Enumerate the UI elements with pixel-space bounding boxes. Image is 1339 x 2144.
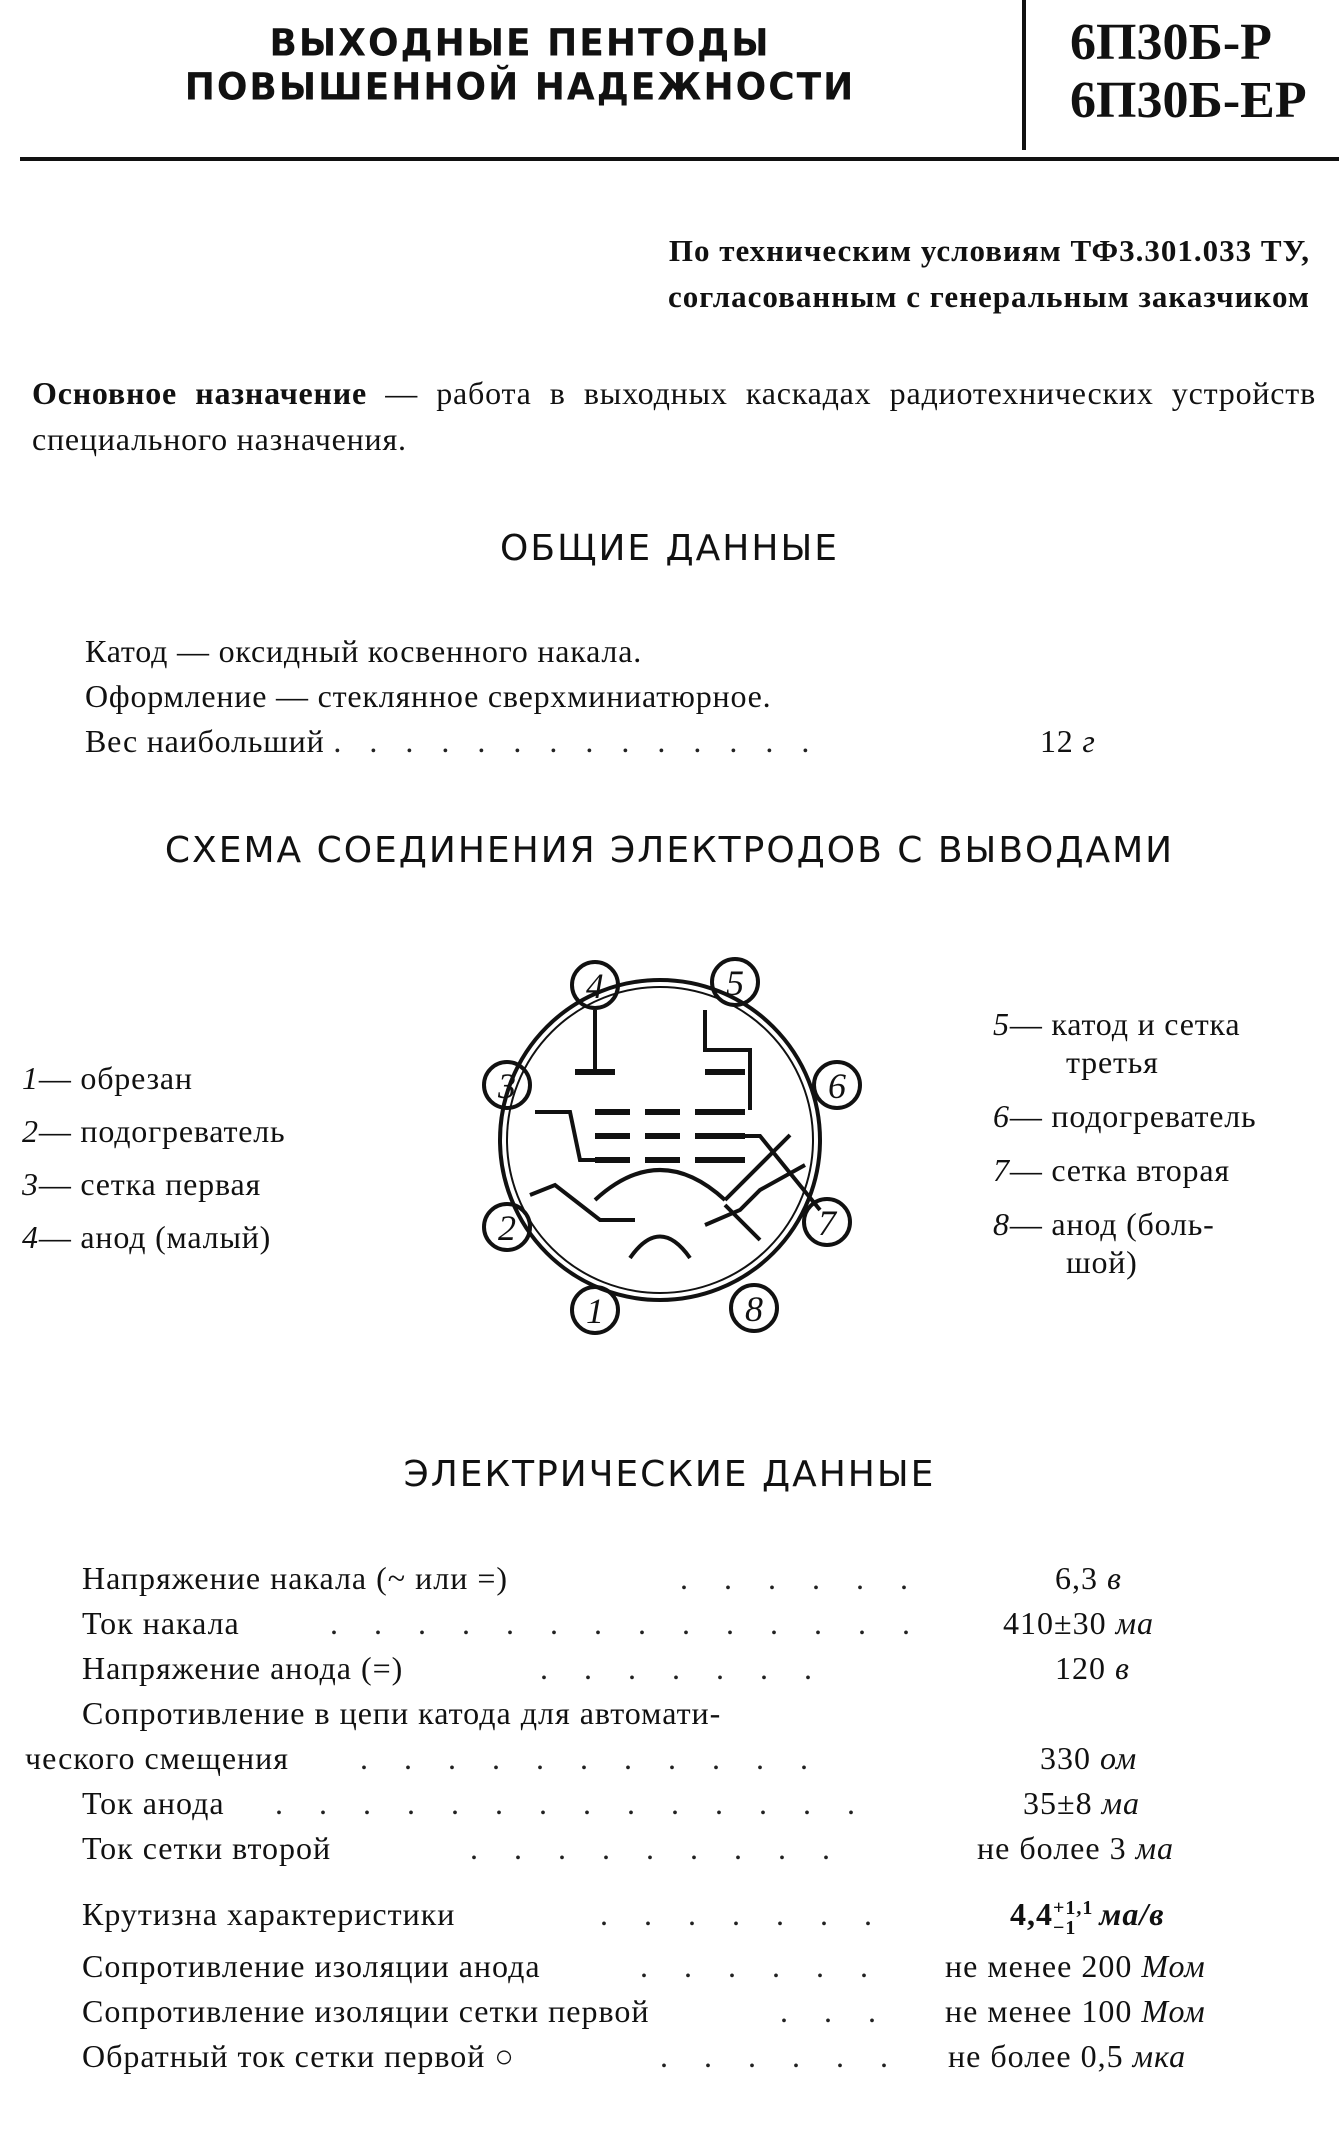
pin-diagram [460,940,880,1350]
weight-row [85,718,819,764]
tube-code-2: 6П30Б-ЕР [1070,72,1307,129]
cathode-lead [705,1010,750,1110]
weight-unit: г [1082,723,1096,759]
weight-value [1040,718,1096,764]
scheme-heading: СХЕМА СОЕДИНЕНИЯ ЭЛЕКТРОДОВ С ВЫВОДАМИ [164,830,1175,871]
tube-codes [1070,14,1339,130]
elec-row-4: Сопротивление в цепи катода для автомати- [82,1695,722,1731]
reverse-current-mark: ○ [494,2038,515,2074]
pin-number-1: 1 [586,1291,604,1331]
weight-label: Вес наибольший [85,723,325,759]
elec-row-5: ческого смещения . . . . . . . . . . . 330 ом [25,1740,1138,1776]
spec-line-1: По техническим условиям ТФ3.301.033 ТУ, [668,233,1310,268]
design-line: Оформление — стеклянное сверхминиатюрное. [85,678,772,714]
tube-envelope-inner [507,987,813,1293]
elec-row-10: Сопротивление изоляции сетки первой . . . не менее 100 Мом [82,1993,1206,2029]
weight-leader: . . . . . . . . . . . . . . [333,723,820,759]
left-pin-list [22,1052,442,1264]
spec-line-2: согласованным с генеральным заказчиком [668,279,1310,314]
key-notch [630,1237,690,1259]
header-divider-vertical [1022,0,1026,150]
pin-label-8: 8— анод (боль- шой) [993,1206,1215,1280]
heater-lead-left [530,1185,635,1220]
pin-number-7: 7 [818,1203,836,1243]
elec-row-8: Крутизна характеристики . . . . . . . 4,4 +1,1 −1 ма/в [82,1896,1165,1939]
elec-row-11: Обратный ток сетки первой ○ . . . . . . не более 0,5 мка [82,2038,1187,2074]
pin-number-3: 3 [498,1066,516,1106]
title-line-2: ПОВЫШЕННОЙ НАДЕЖНОСТИ [184,65,856,109]
pin-number-2: 2 [498,1208,516,1248]
pin-label-1: 1— обрезан [22,1060,193,1096]
pin-label-4: 4— анод (малый) [22,1219,272,1255]
purpose-text: — работа в выходных каскадах радиотехнических устройств специального назначения. [32,375,1316,457]
tube-envelope [500,980,820,1300]
pin-label-7: 7— сетка вторая [993,1152,1230,1188]
specification [420,228,1310,320]
elec-row-7: Ток сетки второй . . . . . . . . . не более 3 ма [82,1830,1174,1866]
pin-number-8: 8 [745,1289,763,1329]
pin-label-3: 3— сетка первая [22,1166,261,1202]
electrical-heading: ЭЛЕКТРИЧЕСКИЕ ДАННЫЕ [403,1454,936,1495]
right-pin-list [993,1005,1333,1281]
pin-label-2: 2— подогреватель [22,1113,286,1149]
elec-row-3: Напряжение анода (=) . . . . . . . 120 в [82,1650,1130,1686]
general-heading: ОБЩИЕ ДАННЫЕ [500,528,839,569]
purpose-paragraph [32,370,1316,462]
title-line-1: ВЫХОДНЫЕ ПЕНТОДЫ [269,21,771,65]
elec-row-9: Сопротивление изоляции анода . . . . . . не менее 200 Мом [82,1948,1206,1984]
purpose-lead: Основное назначение [32,375,368,411]
cathode-line: Катод — оксидный косвенного накала. [85,633,642,669]
grid-electrodes [595,1112,745,1160]
weight-number: 12 [1040,723,1074,759]
pin-label-5: 5— катод и сетка третья [993,1006,1241,1080]
elec-row-2: Ток накала . . . . . . . . . . . . . . 410±30 ма [82,1605,1154,1641]
header-divider-horizontal [20,157,1339,161]
elec-row-6: Ток анода . . . . . . . . . . . . . . 35±8 ма [82,1785,1140,1821]
elec-row-1: Напряжение накала (~ или =) . . . . . . 6,3 в [82,1560,1122,1596]
pin-number-6: 6 [828,1066,846,1106]
anode-large [595,1170,725,1200]
pin-number-5: 5 [726,963,744,1003]
grid2-lead [725,1136,820,1210]
pin-number-4: 4 [586,966,604,1006]
tube-code-1: 6П30Б-Р [1070,14,1272,71]
document-title [120,22,920,110]
pin-label-6: 6— подогреватель [993,1098,1257,1134]
